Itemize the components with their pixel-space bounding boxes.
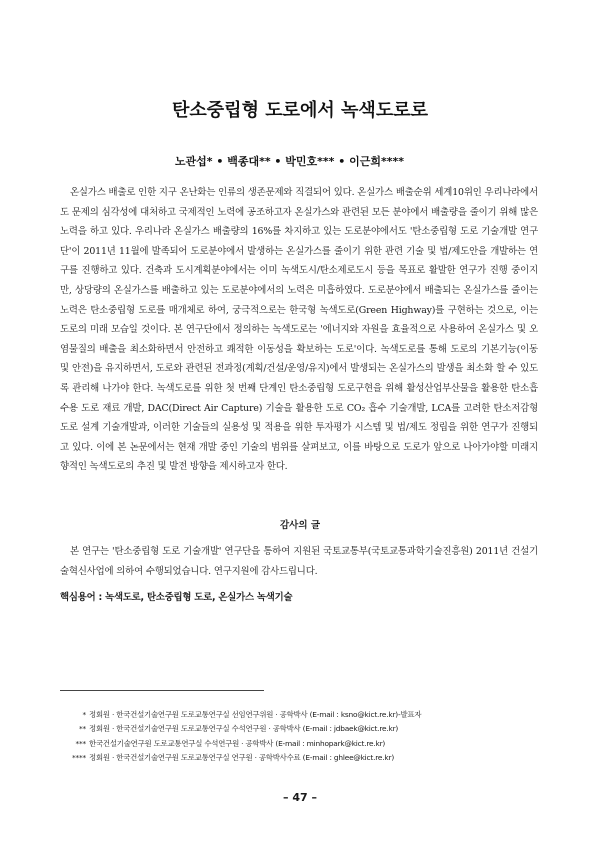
footnote-list (60, 708, 540, 765)
author-list: 노관섭* • 백종대** • 박민호*** • 이근희**** (174, 155, 404, 168)
footnote-item (60, 722, 540, 736)
footnote-text: 정회원 · 한국건설기술연구원 도로교통연구실 수석연구원 · 공학박사 (E-mail : jdbaek@kict.re.kr) (89, 724, 399, 734)
footnote-item (60, 737, 540, 751)
keywords-line: 핵심용어 : 녹색도로, 탄소중립형 도로, 온실가스 녹색기술 (60, 592, 293, 603)
paper-title: 탄소중립형 도로에서 녹색도로로 (172, 100, 428, 121)
footnote-text: 정회원 · 한국건설기술연구원 도로교통연구실 연구원 · 공학박사수료 (E-mail : ghlee@kict.re.kr) (89, 752, 395, 762)
footnote-mark: *** (75, 738, 86, 748)
footnote-divider (60, 690, 264, 691)
footnote-item (60, 708, 540, 722)
abstract-paragraph: 온실가스 배출로 인한 지구 온난화는 인류의 생존문제와 직결되어 있다. 온실가스 배출순위 세계10위인 우리나라에서도 문제의 심각성에 대처하고 국제적인 노력에 공조하고자 온실가스와 관련된 모든 분야에서 배출량을 줄이기 위해 많은 노력을 하고 있다. 우리나라 온실가스 배출량의 16%를 차지하고 있는 도로분야에서도 '탄소중립형 도로 기술개발 연구단'이 2011년 11월에 발족되어 도로분야에서 발생하는 온실가스를 줄이기 위한 관련 기술 및 법/제도안을 개발하는 연구를 진행하고 있다. 건축과 도시계획분야에서는 이미 녹색도시/탄소제로도시 등을 목표로 활발한 연구가 진행 중이지만, 상당량의 온실가스를 배출하고 있는 도로분야에서의 노력은 미흡하였다. 도로분야에서 배출되는 온실가스를 줄이는 노력은 탄소중립형 도로를 매개체로 하여, 궁극적으로는 한국형 녹색도로(Green Highway)를 구현하는 것으로, 이는 도로의 미래 모습일 것이다. 본 연구단에서 정의하는 녹색도로는 '에너지와 자원을 효율적으로 사용하여 온실가스 및 오염물질의 배출을 최소화하면서 안전하고 쾌적한 이동성을 확보하는 도로'이다. 녹색도로를 통해 도로의 기본기능(이동 및 안전)을 유지하면서, 도로와 관련된 전과정(계획/건설/운영/유지)에서 발생되는 온실가스의 발생을 최소화 할 수 있도록 관리해 나가야 한다. 녹색도로를 위한 첫 번째 단계인 탄소중립형 도로구현을 위해 활성산업부산물을 활용한 탄소흡수용 도로 재료 개발, DAC(Direct Air Capture) 기술을 활용한 도로 CO₂ 흡수 기술개발, LCA를 고려한 탄소저감형 도로 설계 기술개발과, 이러한 기술들의 실용성 및 적용을 위한 투자평가 시스템 및 법/제도 정립을 위한 연구가 진행되고 있다. 이에 본 논문에서는 현재 개발 중인 기술의 범위를 살펴보고, 이를 바탕으로 도로가 앞으로 나아가야할 미래지향적인 녹색도로의 추진 및 발전 방향을 제시하고자 한다. (60, 187, 538, 473)
footnote-text: 한국건설기술연구원 도로교통연구실 수석연구원 · 공학박사 (E-mail : minhopark@kict.re.kr) (89, 738, 386, 748)
acknowledgement-paragraph: 본 연구는 '탄소중립형 도로 기술개발' 연구단을 통하여 지원된 국토교통부(국토교통과학기술진흥원) 2011년 건설기술혁신사업에 의하여 수행되었습니다. 연구지원에 감사드립니다. (60, 546, 538, 577)
footnote-text: 정회원 · 한국건설기술연구원 도로교통연구실 선임연구위원 · 공학박사 (E-mail : ksno@kict.re.kr)-발표자 (89, 710, 422, 719)
footnote-item (60, 751, 540, 765)
acknowledgement-heading: 감사의 글 (279, 520, 320, 531)
footnote-mark: **** (72, 752, 86, 762)
page-number: – 47 – (283, 791, 317, 804)
footnote-mark: * (82, 710, 86, 719)
footnote-mark: ** (79, 724, 86, 734)
